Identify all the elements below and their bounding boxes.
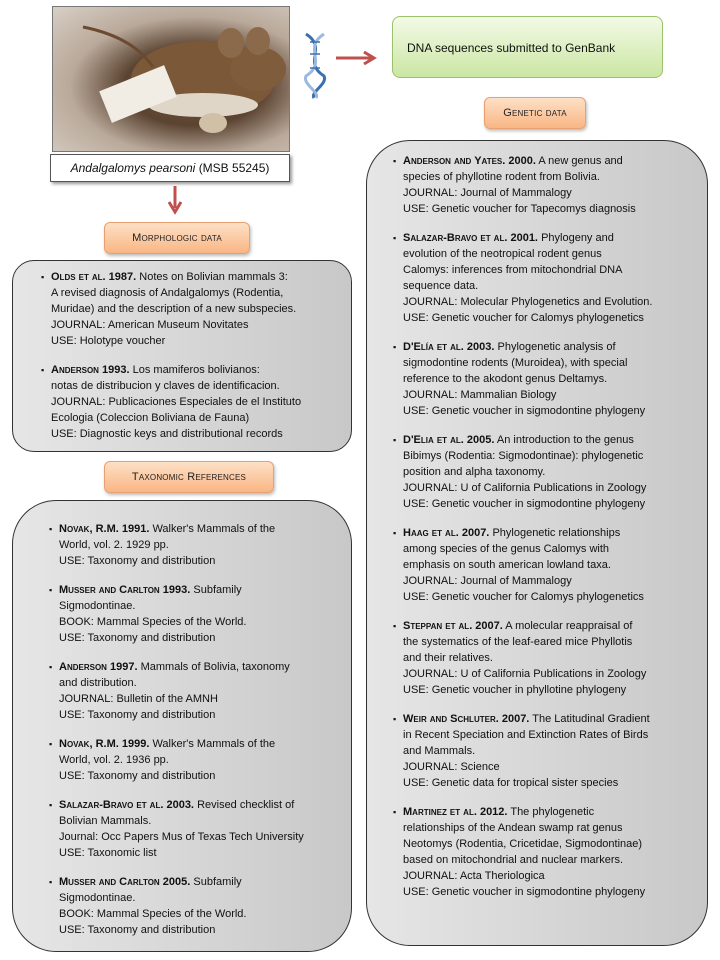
reference-year: 1999.	[118, 738, 150, 750]
reference-line: JOURNAL: American Museum Novitates	[51, 319, 249, 331]
reference-authors: Musser and Carlton	[59, 584, 160, 596]
reference-line: based on mitochondrial and nuclear markers.	[403, 854, 624, 866]
reference-line: Subfamily	[193, 584, 242, 596]
reference-line: JOURNAL: Journal of Mammalogy	[403, 187, 572, 199]
genetic-data-header	[484, 97, 586, 129]
reference-year: 1993.	[159, 584, 191, 596]
reference-entry	[393, 153, 699, 217]
reference-line: USE: Taxonomy and distribution	[59, 632, 216, 644]
reference-citation	[59, 876, 190, 888]
reference-line: Sigmodontinae.	[59, 892, 136, 904]
reference-citation	[59, 523, 149, 535]
reference-first-line	[403, 432, 699, 448]
reference-citation	[403, 620, 503, 632]
taxonomic-references-panel	[12, 500, 352, 952]
genetic-data-label: Genetic data	[503, 107, 567, 119]
reference-line: among species of the genus Calomys with	[403, 543, 610, 555]
reference-entry	[41, 269, 341, 349]
genetic-references-list	[393, 153, 699, 900]
reference-line: and Mammals.	[403, 745, 476, 757]
reference-year: 1993.	[98, 364, 130, 376]
reference-line: in Recent Speciation and Extinction Rates of Birds	[403, 729, 649, 741]
reference-line: USE: Diagnostic keys and distributional records	[51, 428, 283, 440]
taxonomic-references-label: Taxonomic References	[131, 471, 247, 483]
reference-citation	[59, 738, 149, 750]
reference-line: JOURNAL: Mammalian Biology	[403, 389, 557, 401]
reference-entry	[49, 659, 341, 723]
reference-line: JOURNAL: Bulletin of the AMNH	[59, 693, 218, 705]
reference-line: Mammals of Bolivia, taxonomy	[140, 661, 290, 673]
dna-helix-icon	[302, 32, 328, 100]
reference-line: evolution of the neotropical rodent genus	[403, 248, 602, 260]
reference-citation	[59, 799, 194, 811]
reference-line: Ecologia (Coleccion Boliviana de Fauna)	[51, 412, 250, 424]
reference-line: Calomys: inferences from mitochondrial DNA	[403, 264, 623, 276]
reference-line: An introduction to the genus	[496, 434, 634, 446]
reference-line: Bolivian Mammals.	[59, 815, 152, 827]
reference-citation	[59, 584, 190, 596]
reference-first-line	[403, 711, 699, 727]
reference-line: Muridae) and the description of a new subspecies.	[51, 303, 297, 315]
reference-entry	[49, 521, 341, 569]
reference-line: Phylogeny and	[541, 232, 614, 244]
reference-line: Journal: Occ Papers Mus of Texas Tech University	[59, 831, 304, 843]
reference-line: JOURNAL: Science	[403, 761, 500, 773]
reference-first-line	[51, 269, 341, 285]
reference-first-line	[403, 804, 699, 820]
reference-line: and their relatives.	[403, 652, 493, 664]
morphologic-references-panel	[12, 260, 352, 452]
reference-line: A molecular reappraisal of	[505, 620, 633, 632]
reference-line: A revised diagnosis of Andalgalomys (Rodentia,	[51, 287, 284, 299]
reference-authors: Olds et al.	[51, 271, 106, 283]
specimen-photo	[52, 6, 290, 152]
reference-authors: Anderson and Yates.	[403, 155, 506, 167]
reference-citation	[403, 806, 507, 818]
reference-year: 1997.	[106, 661, 138, 673]
genbank-box: DNA sequences submitted to GenBank	[392, 16, 663, 78]
reference-line: USE: Genetic voucher in sigmodontine phylogeny	[403, 498, 646, 510]
reference-authors: Martinez et al.	[403, 806, 477, 818]
taxonomic-references-list	[49, 521, 341, 938]
reference-entry	[49, 797, 341, 861]
reference-year: 2007.	[458, 527, 490, 539]
reference-first-line	[403, 525, 699, 541]
reference-line: USE: Genetic voucher in sigmodontine phylogeny	[403, 886, 646, 898]
reference-authors: Weir and Schluter.	[403, 713, 499, 725]
reference-year: 2000.	[505, 155, 536, 167]
reference-line: USE: Genetic voucher in phyllotine phylogeny	[403, 684, 627, 696]
morphologic-data-header	[104, 222, 250, 254]
reference-line: and distribution.	[59, 677, 137, 689]
reference-line: BOOK: Mammal Species of the World.	[59, 908, 247, 920]
reference-authors: Steppan et al.	[403, 620, 473, 632]
reference-line: Phylogenetic relationships	[492, 527, 621, 539]
reference-entry	[49, 582, 341, 646]
reference-entry	[393, 804, 699, 900]
reference-entry	[393, 618, 699, 698]
reference-first-line	[51, 362, 341, 378]
reference-line: JOURNAL: Publicaciones Especiales de el Instituto	[51, 396, 302, 408]
reference-first-line	[403, 618, 699, 634]
reference-line: USE: Taxonomy and distribution	[59, 924, 216, 936]
reference-year: 1987.	[105, 271, 137, 283]
reference-line: Phylogenetic analysis of	[497, 341, 616, 353]
reference-authors: Anderson	[51, 364, 99, 376]
reference-line: USE: Genetic voucher in sigmodontine phylogeny	[403, 405, 646, 417]
reference-entry	[393, 711, 699, 791]
reference-line: sequence data.	[403, 280, 479, 292]
reference-year: 2007.	[498, 713, 530, 725]
reference-line: emphasis on south american lowland taxa.	[403, 559, 611, 571]
reference-year: 2012.	[476, 806, 508, 818]
reference-line: JOURNAL: Acta Theriologica	[403, 870, 545, 882]
reference-first-line	[403, 230, 699, 246]
reference-authors: Haag et al.	[403, 527, 459, 539]
reference-line: sigmodontine rodents (Muroidea), with special	[403, 357, 628, 369]
reference-authors: Novak, R.M.	[59, 738, 119, 750]
reference-line: USE: Taxonomy and distribution	[59, 709, 216, 721]
reference-year: 2005.	[463, 434, 495, 446]
reference-line: Walker's Mammals of the	[152, 738, 276, 750]
reference-citation	[51, 364, 130, 376]
reference-first-line	[59, 736, 341, 752]
reference-line: relationships of the Andean swamp rat genus	[403, 822, 623, 834]
reference-first-line	[403, 339, 699, 355]
genetic-references-panel	[366, 140, 708, 946]
reference-line: the systematics of the leaf-eared mice Phyllotis	[403, 636, 633, 648]
reference-line: BOOK: Mammal Species of the World.	[59, 616, 247, 628]
reference-line: The Latitudinal Gradient	[532, 713, 650, 725]
reference-line: Bibimys (Rodentia: Sigmodontinae): phylogenetic	[403, 450, 644, 462]
arrow-right-icon	[334, 50, 378, 66]
reference-line: USE: Holotype voucher	[51, 335, 166, 347]
taxonomic-references-header	[104, 461, 274, 493]
reference-line: notas de distribucion y claves de identificacion.	[51, 380, 280, 392]
reference-line: USE: Genetic voucher for Calomys phylogenetics	[403, 591, 644, 603]
reference-authors: D'Elia et al.	[403, 434, 464, 446]
reference-line: USE: Taxonomic list	[59, 847, 157, 859]
reference-entry	[49, 874, 341, 938]
reference-line: JOURNAL: Molecular Phylogenetics and Evolution.	[403, 296, 653, 308]
reference-authors: Salazar-Bravo et al.	[59, 799, 164, 811]
reference-line: USE: Genetic voucher for Calomys phylogenetics	[403, 312, 644, 324]
reference-line: JOURNAL: U of California Publications in Zoology	[403, 482, 647, 494]
mouse-specimen-illustration	[53, 7, 289, 151]
reference-line: Notes on Bolivian mammals 3:	[139, 271, 288, 283]
reference-entry	[393, 432, 699, 512]
reference-entry	[41, 362, 341, 442]
reference-citation	[403, 341, 494, 353]
reference-line: Sigmodontinae.	[59, 600, 136, 612]
reference-year: 2005.	[159, 876, 191, 888]
reference-line: USE: Taxonomy and distribution	[59, 555, 216, 567]
reference-authors: Salazar-Bravo et al.	[403, 232, 508, 244]
reference-first-line	[59, 659, 341, 675]
reference-citation	[403, 155, 536, 167]
reference-line: Los mamiferos bolivianos:	[132, 364, 260, 376]
reference-line: World, vol. 2. 1929 pp.	[59, 539, 169, 551]
reference-citation	[51, 271, 136, 283]
reference-year: 2007.	[472, 620, 503, 632]
arrow-down-icon	[168, 186, 182, 216]
reference-first-line	[59, 874, 341, 890]
reference-year: 2003.	[463, 341, 495, 353]
reference-citation	[403, 434, 494, 446]
reference-line: Subfamily	[193, 876, 242, 888]
reference-line: Revised checklist of	[197, 799, 295, 811]
reference-line: The phylogenetic	[510, 806, 595, 818]
reference-authors: D'Elía et al.	[403, 341, 464, 353]
reference-entry	[393, 525, 699, 605]
reference-line: World, vol. 2. 1936 pp.	[59, 754, 169, 766]
reference-line: USE: Taxonomy and distribution	[59, 770, 216, 782]
reference-line: JOURNAL: Journal of Mammalogy	[403, 575, 572, 587]
morphologic-data-label: Morphologic data	[132, 232, 222, 244]
reference-line: reference to the akodont genus Deltamys.	[403, 373, 608, 385]
reference-year: 1991.	[118, 523, 150, 535]
reference-citation	[403, 232, 538, 244]
reference-line: USE: Genetic data for tropical sister species	[403, 777, 619, 789]
reference-line: position and alpha taxonomy.	[403, 466, 546, 478]
reference-line: Walker's Mammals of the	[152, 523, 276, 535]
reference-line: JOURNAL: U of California Publications in Zoology	[403, 668, 647, 680]
reference-first-line	[59, 797, 341, 813]
reference-authors: Novak, R.M.	[59, 523, 119, 535]
reference-line: Neotomys (Rodentia, Cricetidae, Sigmodontinae)	[403, 838, 643, 850]
reference-year: 2001.	[507, 232, 538, 244]
reference-year: 2003.	[163, 799, 194, 811]
reference-line: USE: Genetic voucher for Tapecomys diagnosis	[403, 203, 636, 215]
reference-authors: Anderson	[59, 661, 107, 673]
reference-citation	[403, 713, 529, 725]
reference-entry	[393, 230, 699, 326]
specimen-species: Andalgalomys pearsoni	[70, 161, 196, 175]
specimen-id: (MSB 55245)	[198, 161, 270, 175]
reference-entry	[393, 339, 699, 419]
reference-citation	[59, 661, 138, 673]
reference-first-line	[59, 521, 341, 537]
reference-authors: Musser and Carlton	[59, 876, 160, 888]
reference-entry	[49, 736, 341, 784]
reference-first-line	[403, 153, 699, 169]
reference-first-line	[59, 582, 341, 598]
reference-citation	[403, 527, 489, 539]
reference-line: species of phyllotine rodent from Bolivia.	[403, 171, 600, 183]
reference-line: A new genus and	[538, 155, 623, 167]
morphologic-references-list	[41, 269, 341, 442]
specimen-caption	[50, 154, 290, 182]
